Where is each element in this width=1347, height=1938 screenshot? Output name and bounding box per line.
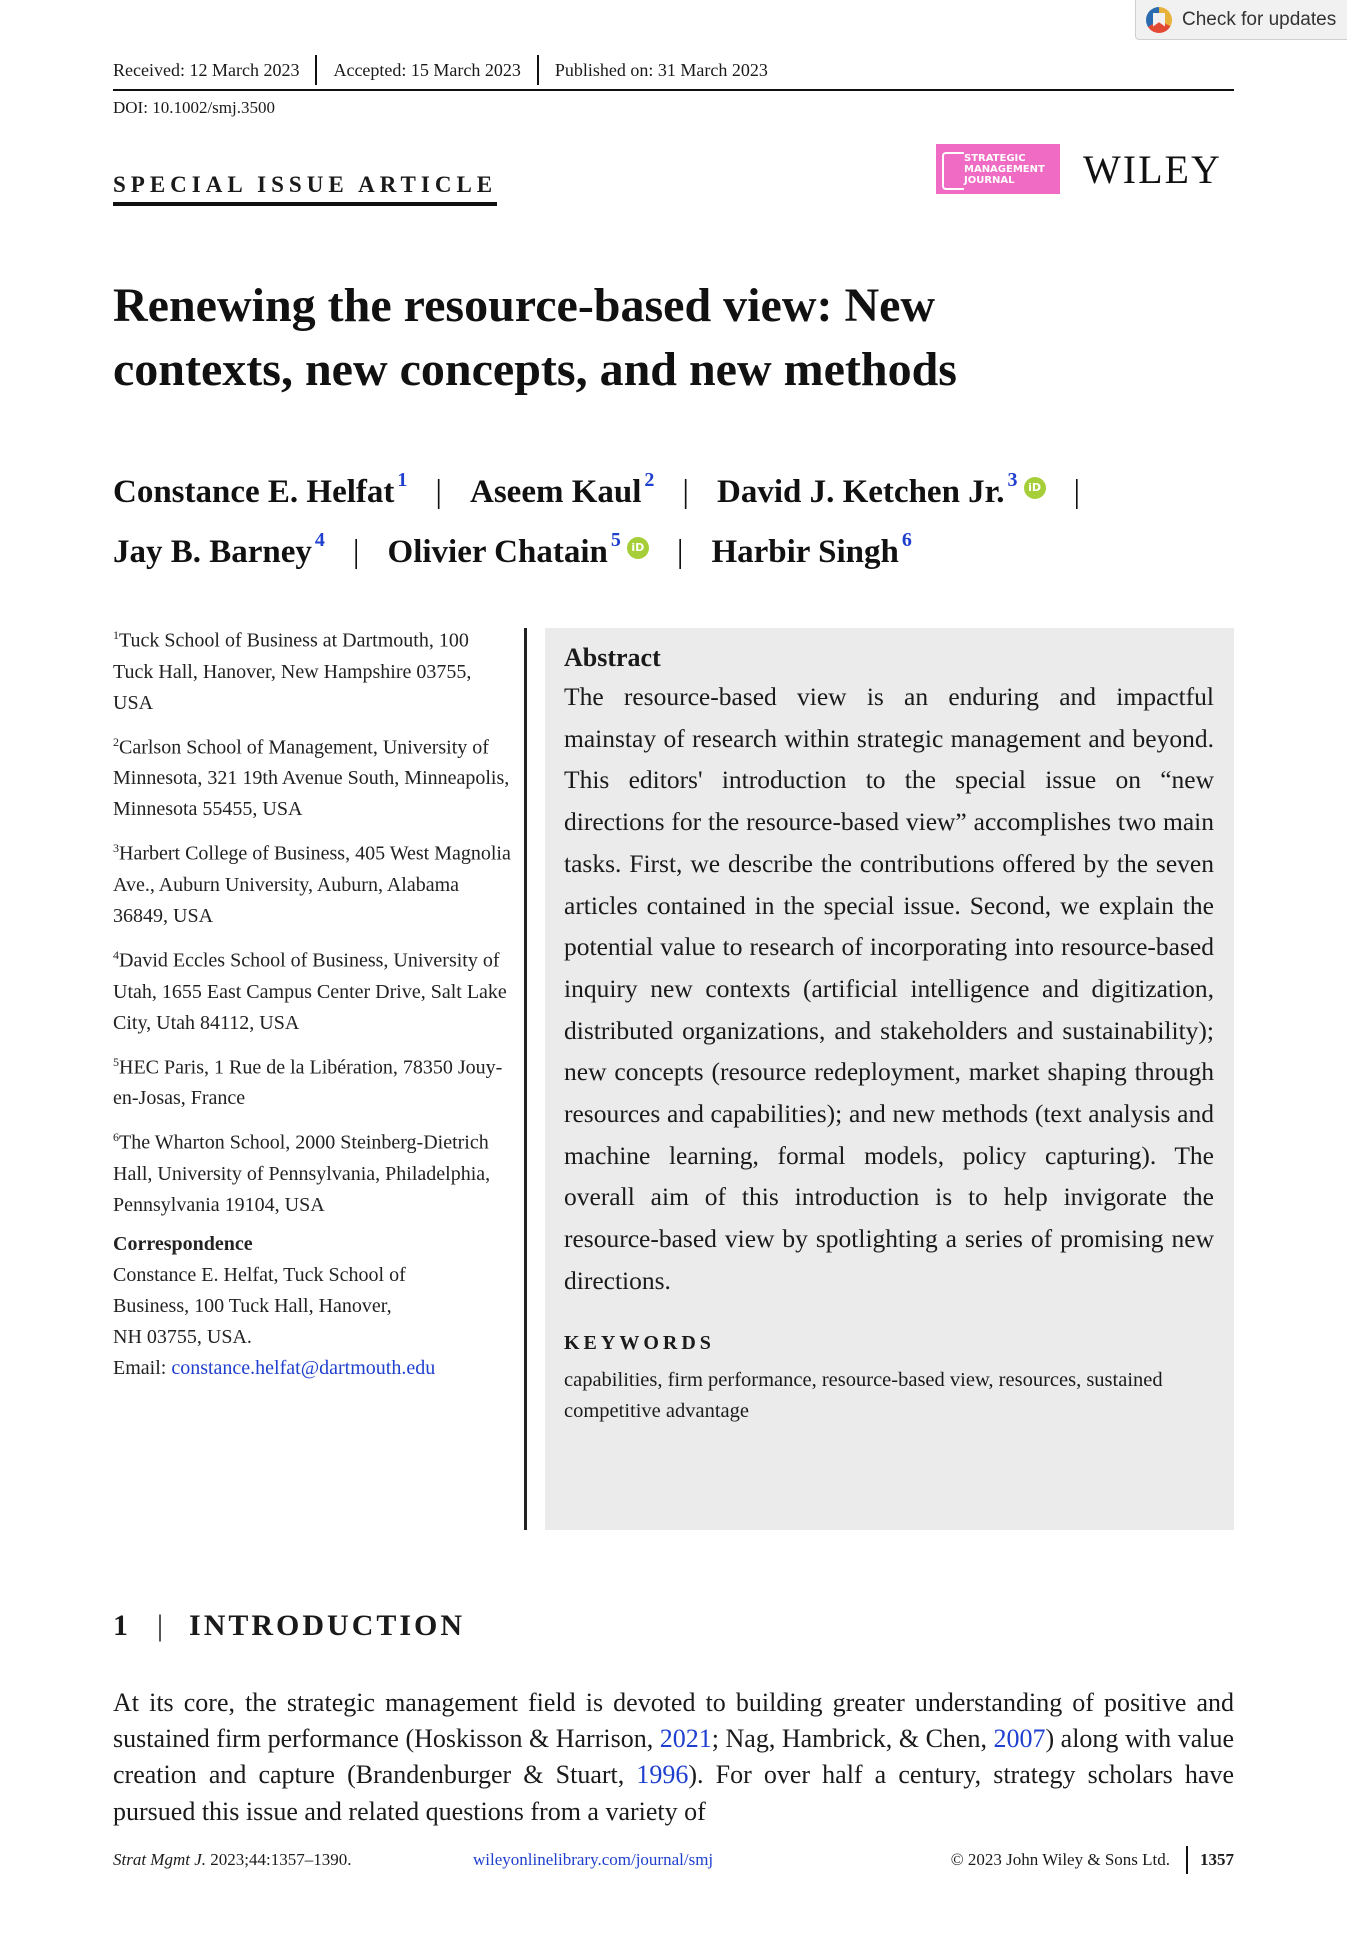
author[interactable] xyxy=(113,469,408,510)
author-separator: | xyxy=(352,534,360,570)
author-affil-ref[interactable]: 5 xyxy=(610,529,621,551)
affiliation-number: 4 xyxy=(113,947,119,962)
author-name: Olivier Chatain xyxy=(387,534,608,570)
author-separator: | xyxy=(682,474,690,510)
author-separator: | xyxy=(1073,474,1081,510)
check-for-updates-label: Check for updates xyxy=(1182,8,1337,30)
doi: DOI: 10.1002/smj.3500 xyxy=(113,98,275,117)
section-number: 1 xyxy=(113,1609,131,1642)
abstract-box xyxy=(545,628,1234,1530)
paragraph-text: ) along with value creation and capture (Brandenburger & Stuart, xyxy=(113,1724,1235,1790)
abstract-heading: Abstract xyxy=(564,643,661,672)
intro-paragraph xyxy=(113,1685,1234,1830)
author[interactable] xyxy=(387,529,649,570)
affiliation-text: Carlson School of Management, University of Minnesota, 321 19th Avenue South, Minneapolis, Minnesota 55455, USA xyxy=(113,736,510,821)
column-divider xyxy=(524,628,527,1530)
paragraph-text: At its core, the strategic management field is devoted to building greater understanding of positive and sustained firm performance (Hoskisson & Harrison, xyxy=(113,1688,1234,1754)
author-affil-ref[interactable]: 1 xyxy=(397,469,408,491)
correspondence-heading: Correspondence xyxy=(113,1232,253,1255)
affiliation-number: 2 xyxy=(113,734,119,749)
published-date: Published on: 31 March 2023 xyxy=(537,55,784,85)
affiliation-number: 1 xyxy=(113,628,119,642)
affiliation-number: 6 xyxy=(113,1130,119,1145)
section-label: SPECIAL ISSUE ARTICLE xyxy=(113,172,497,206)
abstract-text: The resource-based view is an enduring and impactful mainstay of research within strategic management and beyond. This editors' introduction to the special issue on “new directions for the resource-based view” accomplishes two main tasks. First, we describe the contributions offered by the seven articles contained in the special issue. Second, we explain the potential value to research of incorporating into resource-based inquiry new contexts (artificial intelligence and digitization, distributed organizations, and stakeholders and sustainability); new concepts (resource redeployment, market shaping through resources and capabilities); and new methods (text analysis and machine learning, formal models, policy capturing). The overall aim of this introduction is to help invigorate the resource-based view by spotlighting a series of promising new directions. xyxy=(564,682,1214,1295)
affiliation-text: HEC Paris, 1 Rue de la Libération, 78350 Jouy-en-Josas, France xyxy=(113,1056,503,1110)
citation-link[interactable]: 2007 xyxy=(993,1724,1046,1754)
affiliation-number: 5 xyxy=(113,1054,119,1069)
journal-logo-text: STRATEGIC MANAGEMENT JOURNAL xyxy=(964,152,1045,186)
publisher-logo: WILEY xyxy=(1083,147,1222,192)
journal-logo xyxy=(936,144,1060,194)
affiliation-text: Harbert College of Business, 405 West Magnolia Ave., Auburn University, Auburn, Alabama 36849, USA xyxy=(113,842,511,927)
author-name: David J. Ketchen Jr. xyxy=(717,474,1005,510)
affiliation xyxy=(113,727,513,826)
affiliation xyxy=(113,620,513,719)
author-name: Jay B. Barney xyxy=(113,534,312,570)
author-affil-ref[interactable]: 2 xyxy=(644,469,655,491)
accepted-date: Accepted: 15 March 2023 xyxy=(315,55,536,85)
keywords-heading: KEYWORDS xyxy=(564,1331,715,1354)
page-number: 1357 xyxy=(1200,1850,1234,1869)
author-list xyxy=(113,458,1243,578)
affiliation xyxy=(113,940,513,1039)
journal-citation xyxy=(113,1850,473,1870)
author[interactable] xyxy=(711,529,912,570)
affiliation xyxy=(113,833,513,932)
affiliation-text: Tuck School of Business at Dartmouth, 100 Tuck Hall, Hanover, New Hampshire 03755, USA xyxy=(113,629,472,714)
journal-site-link[interactable]: wileyonlinelibrary.com/journal/smj xyxy=(473,1850,714,1869)
author-affil-ref[interactable]: 4 xyxy=(314,529,325,551)
author-name: Aseem Kaul xyxy=(470,474,642,510)
page-footer xyxy=(113,1846,1234,1874)
correspondence-line: Constance E. Helfat, Tuck School of xyxy=(113,1263,406,1286)
section-title: INTRODUCTION xyxy=(189,1609,466,1642)
correspondence xyxy=(113,1229,513,1384)
affiliation-number: 3 xyxy=(113,841,119,856)
paragraph-text: ). For over half a century, strategy scholars have pursued this issue and related questions from a variety of xyxy=(113,1760,1234,1826)
affiliations xyxy=(113,620,513,1384)
affiliation-text: David Eccles School of Business, University of Utah, 1655 East Campus Center Drive, Salt Lake City, Utah 84112, USA xyxy=(113,949,507,1034)
affiliation xyxy=(113,1047,513,1115)
author-name: Constance E. Helfat xyxy=(113,474,395,510)
journal-abbrev: Strat Mgmt J. xyxy=(113,1850,207,1869)
citation-link[interactable]: 1996 xyxy=(636,1760,689,1790)
check-for-updates-button[interactable] xyxy=(1135,0,1347,40)
orcid-icon[interactable]: iD xyxy=(1024,477,1046,499)
paragraph-text: ; Nag, Hambrick, & Chen, xyxy=(711,1724,994,1754)
orcid-icon[interactable]: iD xyxy=(627,537,649,559)
copyright: © 2023 John Wiley & Sons Ltd. xyxy=(950,1850,1170,1869)
volume-pages: 2023;44:1357–1390. xyxy=(206,1850,352,1869)
correspondence-email-line xyxy=(113,1353,513,1384)
keywords-text: capabilities, firm performance, resource-based view, resources, sustained competitive advantage xyxy=(564,1368,1163,1422)
author[interactable] xyxy=(470,469,655,510)
author-separator: | xyxy=(676,534,684,570)
section-heading-introduction xyxy=(113,1609,465,1643)
affiliation xyxy=(113,1122,513,1221)
author[interactable] xyxy=(717,469,1046,510)
received-date: Received: 12 March 2023 xyxy=(113,60,300,80)
correspondence-line: NH 03755, USA. xyxy=(113,1325,252,1348)
email-link[interactable]: constance.helfat@dartmouth.edu xyxy=(171,1356,436,1379)
article-title: Renewing the resource-based view: New contexts, new concepts, and new methods xyxy=(113,279,957,396)
citation-link[interactable]: 2021 xyxy=(659,1724,712,1754)
crossmark-icon xyxy=(1146,7,1172,33)
author[interactable] xyxy=(113,529,325,570)
journal-logo-mark xyxy=(942,152,964,190)
heading-separator: | xyxy=(157,1609,164,1642)
affiliation-text: The Wharton School, 2000 Steinberg-Dietrich Hall, University of Pennsylvania, Philadelphia, Pennsylvania 19104, USA xyxy=(113,1131,491,1216)
author-affil-ref[interactable]: 6 xyxy=(901,529,912,551)
author-affil-ref[interactable]: 3 xyxy=(1007,469,1018,491)
correspondence-line: Business, 100 Tuck Hall, Hanover, xyxy=(113,1294,392,1317)
email-label: Email: xyxy=(113,1356,172,1379)
publication-dates xyxy=(113,55,1234,91)
author-separator: | xyxy=(435,474,442,510)
author-name: Harbir Singh xyxy=(711,534,899,570)
